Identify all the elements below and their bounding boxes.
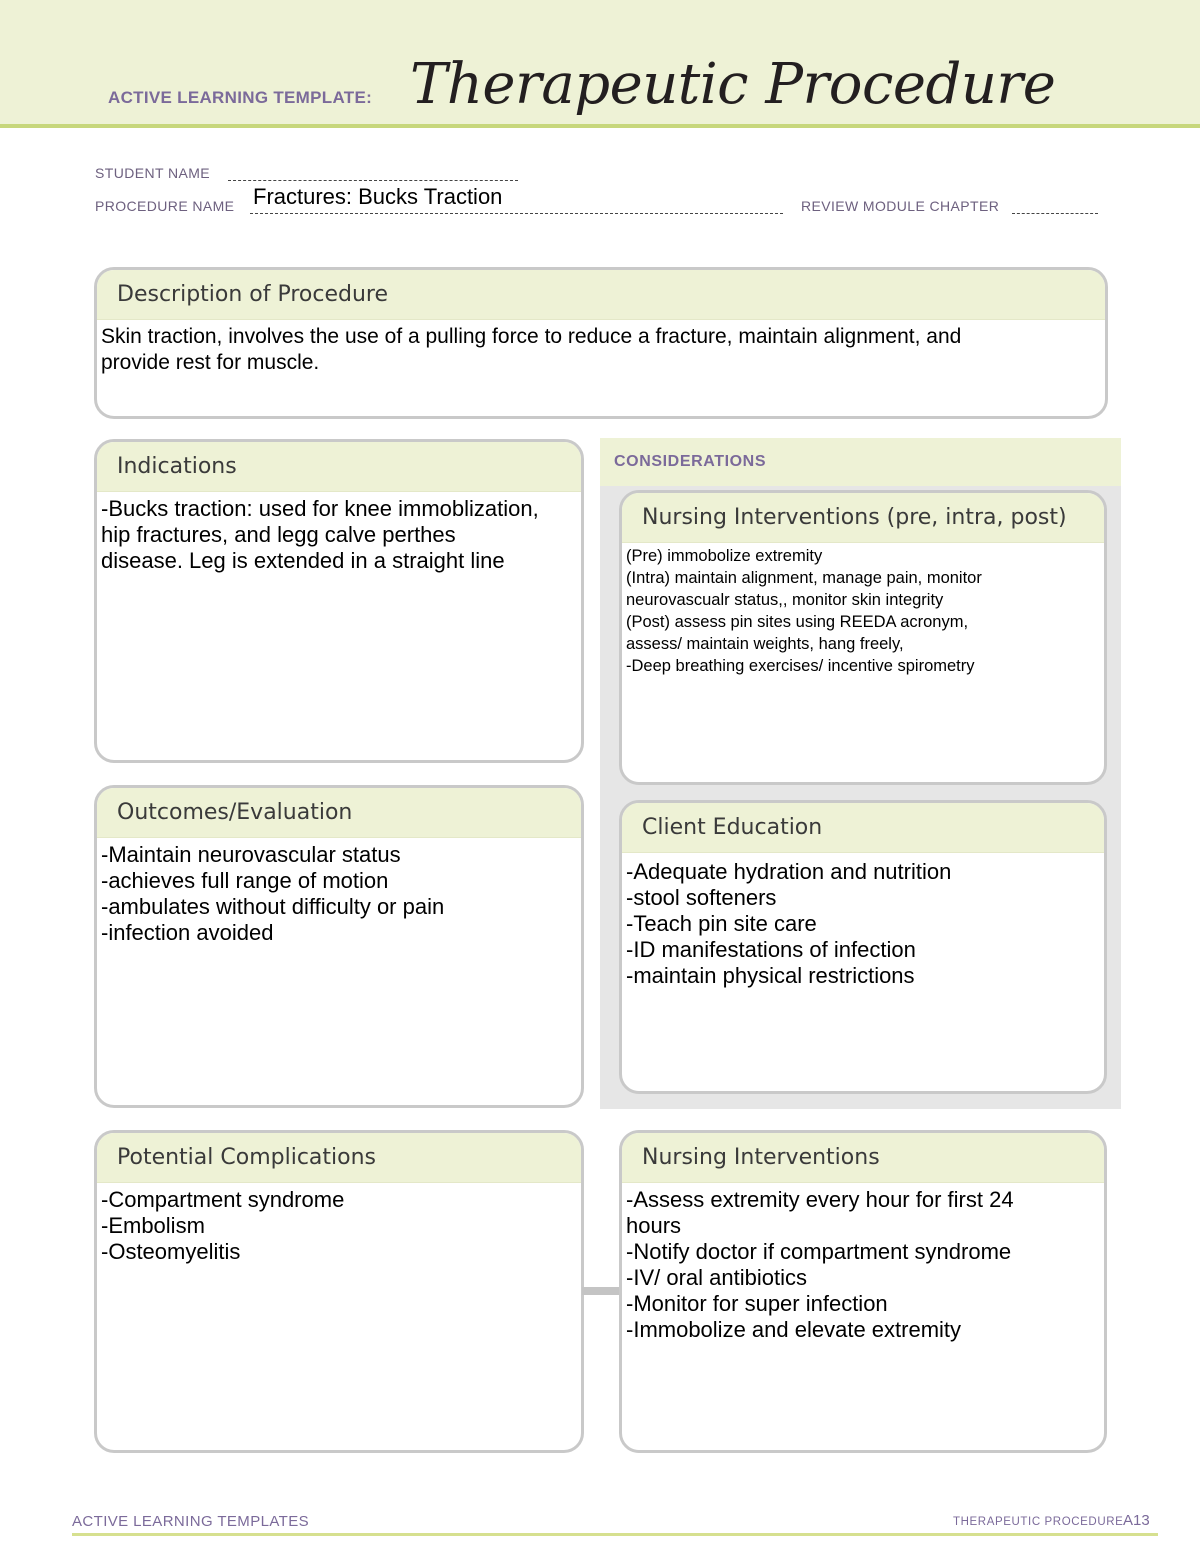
outcomes-line: -achieves full range of motion [101,868,389,893]
outcomes-line: -infection avoided [101,920,274,945]
nursing-interventions-pre-body[interactable] [622,543,1104,677]
review-module-label: REVIEW MODULE CHAPTER [801,198,1000,214]
nursing-interventions-pre-line: neurovascualr status,, monitor skin integrity [626,591,944,609]
outcomes-heading: Outcomes/Evaluation [97,788,581,838]
complications-body[interactable] [97,1183,581,1265]
nursing-interventions-line: -IV/ oral antibiotics [626,1265,807,1290]
nursing-interventions-line: hours [626,1213,682,1238]
nursing-interventions-pre-heading: Nursing Interventions (pre, intra, post) [622,493,1104,543]
client-education-line: -maintain physical restrictions [626,963,915,988]
nursing-interventions-pre-box [619,490,1107,785]
client-education-line: -stool softeners [626,885,777,910]
footer-rule [72,1533,1158,1536]
considerations-label: CONSIDERATIONS [600,438,1121,486]
page-title: Therapeutic Procedure [410,52,1056,117]
nursing-interventions-body[interactable] [622,1183,1104,1343]
outcomes-line: -Maintain neurovascular status [101,842,401,867]
nursing-interventions-box [619,1130,1107,1453]
client-education-line: -ID manifestations of infection [626,937,916,962]
nursing-interventions-line: -Assess extremity every hour for first 24 [626,1187,1014,1212]
complications-line: -Embolism [101,1213,205,1238]
page-number: A13 [1123,1512,1150,1529]
complications-line: -Compartment syndrome [101,1187,345,1212]
indications-heading: Indications [97,442,581,492]
footer-left-label: ACTIVE LEARNING TEMPLATES [72,1513,309,1530]
review-module-field[interactable] [1012,213,1098,214]
complications-heading: Potential Complications [97,1133,581,1183]
procedure-name-value: Fractures: Bucks Traction [253,184,503,209]
description-heading: Description of Procedure [97,270,1105,320]
indications-line: hip fractures, and legg calve perthes [101,522,456,547]
outcomes-box [94,785,584,1108]
description-line: Skin traction, involves the use of a pulling force to reduce a fracture, maintain alignment, and [101,325,962,348]
procedure-name-field[interactable] [250,213,783,214]
client-education-line: -Adequate hydration and nutrition [626,859,952,884]
description-box [94,267,1108,419]
student-name-field[interactable] [228,180,518,181]
nursing-interventions-heading: Nursing Interventions [622,1133,1104,1183]
nursing-interventions-pre-line: -Deep breathing exercises/ incentive spirometry [626,657,975,675]
indications-box [94,439,584,763]
footer-right-label: THERAPEUTIC PROCEDURE [953,1516,1124,1528]
client-education-line: -Teach pin site care [626,911,817,936]
nursing-interventions-line: -Immobolize and elevate extremity [626,1317,962,1342]
nursing-interventions-pre-line: (Pre) immobolize extremity [626,547,823,565]
nursing-interventions-line: -Monitor for super infection [626,1291,888,1316]
nursing-interventions-pre-line: assess/ maintain weights, hang freely, [626,635,904,653]
nursing-interventions-pre-line: (Post) assess pin sites using REEDA acronym, [626,613,969,631]
considerations-panel [600,438,1121,1109]
student-name-label: STUDENT NAME [95,165,210,181]
indications-line: disease. Leg is extended in a straight line [101,548,505,573]
nursing-interventions-line: -Notify doctor if compartment syndrome [626,1239,1012,1264]
client-education-body[interactable] [622,853,1104,989]
nursing-interventions-pre-line: (Intra) maintain alignment, manage pain, monitor [626,569,982,587]
template-label: ACTIVE LEARNING TEMPLATE: [108,88,373,107]
outcomes-body[interactable] [97,838,581,946]
indications-line: -Bucks traction: used for knee immoblization, [101,496,539,521]
complications-line: -Osteomyelitis [101,1239,241,1264]
outcomes-line: -ambulates without difficulty or pain [101,894,445,919]
description-body[interactable] [97,320,1105,376]
indications-body[interactable] [97,492,581,574]
complications-box [94,1130,584,1453]
client-education-heading: Client Education [622,803,1104,853]
description-line: provide rest for muscle. [101,351,320,374]
connector-bar [582,1287,620,1295]
procedure-name-label: PROCEDURE NAME [95,198,235,214]
client-education-box [619,800,1107,1094]
